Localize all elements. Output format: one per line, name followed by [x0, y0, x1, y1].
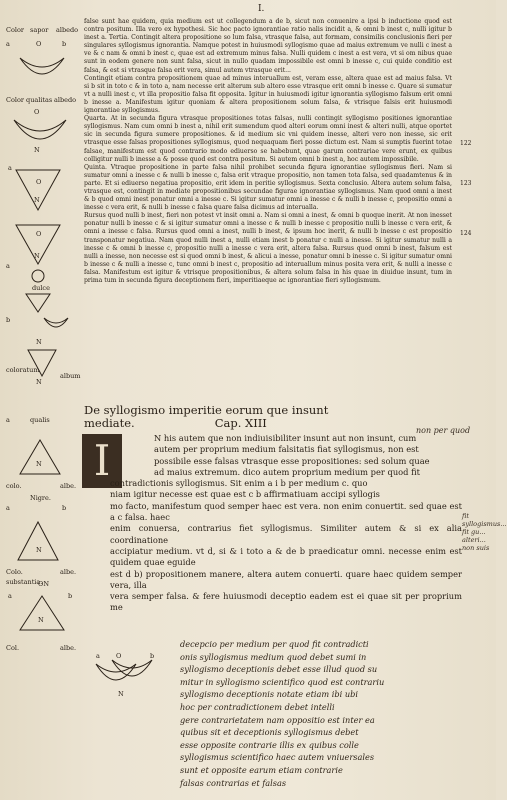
- page-number: I.: [258, 4, 265, 14]
- margin-diagrams: [0, 0, 90, 700]
- crescent-3: [44, 318, 68, 327]
- label-col: Col.: [6, 644, 20, 652]
- label-color-qualitas: Color qualitas: [6, 96, 53, 104]
- paragraph-1: false sunt hae quidem, quia medium est ut collegendum a de b, sicut non conuenire a ipsi b inductione quod est contra positum. Illa vero ex hypothesi. Sic hoc pacto ignorantiae ratio nalis incidit a, & omni b inest c, nulli igitur b inest a. Tertia. Contingit altera propositione so lum falsa, vtrasque falsa, aut formam, consimilis conclusionis fieri per singulares syllogismus ignorantia. Namque potest in huiusmodi syllogismo quae ad maius extremum ve nulli c inest a ve & c nam & omni b inest c, quae est ad extremum minus falsa. Nulli quidem c inest a est vera, vt si om nibus quae sunt in eodem genere non sunt falsa, sicut in nullo quadam impossibile est omni b inesse c, cui quide conditio est falsa, & est si vtrasque falsa erit vera, simul autem vtrasque erit...: [84, 18, 452, 74]
- label-a9: a: [8, 592, 12, 600]
- handwriting-line: syllogismo deceptionis debet esse illud quod su: [180, 664, 378, 675]
- section2-line: vera semper falsa. & fere huiusmodi deceptio eadem est ei quae sit per proprium me: [110, 591, 462, 613]
- label-n5: N: [36, 338, 42, 346]
- chapter-number: Cap. XIII: [214, 416, 267, 430]
- label-n2: N: [34, 146, 40, 154]
- main-text: [84, 18, 452, 285]
- label-o2: O: [34, 108, 40, 116]
- section2-text: [110, 433, 462, 614]
- handwritten-annotation: [180, 638, 480, 789]
- label-o1: O: [36, 40, 42, 48]
- label-n3: N: [34, 196, 40, 204]
- crescent-2: [14, 120, 66, 139]
- label-albedo: albedo: [56, 26, 79, 34]
- paragraph-4: Quinta. Vtraque propositione in parte falsa nihil prohibet secunda figura ignorantiae syllogismus fieri. Nam si sumatur omni a inesse c & nulli b inesse c, falsa erit vtraque propositio, non tamen tota falsa, sed quadamtenus & in parte. Et si ediuerso negatiua propositio, erit idem in peritie syllogismus. Sexta conclusio. Altera autem solum falsa, vtrasque est, contingit in mediate propositionibus secundae figurae ignorantiae syllogismus. Nam quod omni a inest & b quod omni inest ponatur omni a inesse c. Si igitur sumatur omni a inesse c & nulli b inesse c, propositio omni a inesse c vera erit, & nulli b inesse c falsa quare falsa dicimus ad interualla.: [84, 163, 452, 212]
- crescent-1: [20, 58, 64, 74]
- label-nigre: Nigre.: [30, 494, 51, 502]
- label-o3: O: [36, 178, 42, 186]
- handwriting-line: gere contrarietatem nam oppositio est inter ea: [180, 714, 375, 725]
- section2-line: niam igitur necesse est quae est c b affirmatiuam accipi syllogis: [110, 489, 380, 500]
- section2-line: autem per proprium medium falsitatis fiat syllogismus, non est: [154, 444, 419, 455]
- label-colo: colo.: [6, 482, 22, 490]
- margin-number-3: 124: [460, 230, 472, 237]
- margin-number-1: 122: [460, 140, 472, 147]
- handwriting-line: esse opposite contrarie illis ex quibus colle: [180, 739, 359, 750]
- triangle-1: [16, 170, 60, 210]
- label-albedo2: albedo: [54, 96, 77, 104]
- label-b9: b: [68, 592, 73, 600]
- chapter-title-line1: De syllogismo imperitie eorum que insunt: [84, 403, 329, 417]
- label-a7: a: [6, 416, 10, 424]
- label-albe3: albe.: [60, 644, 77, 652]
- triangle-3: [26, 294, 50, 312]
- label-b5: b: [6, 316, 11, 324]
- handwriting-line: hoc per contradictionem debet intelli: [180, 701, 335, 712]
- paragraph-3: Quarta. At in secunda figura vtrasque propositiones totas falsas, nulli contingit syllogismo positiones ignorantiae syllogismus. Nam cum omni b inest a, nihil erit sumendum quod alteri eorum omni inest & alteri nulli, atque oportet sic in secunda figura sumere propositiones. & id medium sic vni quidem inesse, alteri vero non inesse, sic erit vtrasque esse falsas propositiones syllogismus, quod nequaquam fieri posse dictum est. Nam si sumptis fuerint totae falsae, manifestum est quod contrario modo ediuerso se habebunt, quae garum contrariae vere erunt, ex quibus colligitur nulli b inesse a & posse quod est contra positum. Si autem omni b inest a, hoc autem impossibile.: [84, 115, 452, 163]
- section2-line: est d b) propositionem manere, altera autem conuerti. quare haec quidem semper vera, illa: [110, 568, 462, 590]
- label-b8: b: [62, 504, 67, 512]
- label-a8: a: [6, 504, 10, 512]
- label-b1: b: [62, 40, 67, 48]
- triangle-5: [20, 440, 60, 474]
- margin-number-2: 123: [460, 180, 472, 187]
- label-n8: N: [36, 546, 42, 554]
- handwriting-line: sunt et opposite earum etiam contrarie: [180, 764, 343, 775]
- section2-line: possibile esse falsas vtrasque esse propositiones: sed solum quae: [154, 455, 430, 466]
- decorated-initial: I: [82, 434, 122, 488]
- section2-line: contradictionis syllogismus. Sit enim a i b per medium c. quo: [110, 478, 368, 489]
- manuscript-note-right: fit syllogismus... fit gu... alteri... non suis: [462, 512, 507, 552]
- handwriting-line: quibus sit et deceptionis syllogismus debet: [180, 727, 359, 738]
- label-on: ON: [38, 580, 50, 588]
- section2-line: accipiatur medium. vt d, si & i toto a & de b praedicatur omni. necesse enim est quidem quae eguide: [110, 545, 462, 568]
- label-color: Color: [6, 26, 24, 34]
- crescent-5: [112, 660, 152, 676]
- triangle-6: [18, 522, 58, 560]
- label-coloratum: coloratum: [6, 366, 40, 374]
- section2-line: ad maius extremum. dico autem proprium medium per quod fit: [154, 466, 420, 477]
- label-a5: a: [6, 262, 10, 270]
- label-o10: O: [116, 652, 122, 660]
- label-album: album: [60, 372, 81, 380]
- handwriting-line: syllogismo deceptionis notate etiam ibi ubi: [180, 689, 358, 700]
- label-n7: N: [36, 460, 42, 468]
- section2-line: mo facto, manifestum quod semper haec est vera. non enim conuertit. sed quae est a c falsa. haec: [110, 500, 462, 523]
- handwriting-line: mitur in syllogismo scientifico quod est contrariu: [180, 676, 385, 687]
- label-substantia: substantia.: [6, 578, 43, 586]
- label-n6: N: [36, 378, 42, 386]
- chapter-heading: [84, 404, 464, 430]
- handwriting-line: onis syllogismus medium quod debet sumi in: [180, 651, 367, 662]
- label-colo2: Colo.: [6, 568, 23, 576]
- paragraph-5: Rursus quod nulli b inest, fieri non potest vt insit omni a. Nam si omni a inest, & omni b quoque inerit. At non inesset ponatur nulli b inesse c & si igitur sumatur omni a inesse c & nulli b inesse c propositio nulli b inesse c vera erit, & omni a inesse c falsa. Rursus quod omni a inest, nulli b inest, & ipsum hoc inerit, & nulli b inesse c est propositio transponatur negatiua. Nam quod nulli inest a, nulli etiam inest b ponatur c nulli a inesse. Si igitur sumatur nulli a inesse c & omni b inesse c, propositio nulli a inesse c vera erit, altera falsa. Rursus quod omni b inest, falsum est nulli a inesse, non necesse est si quod omni b inest, & alicui a inesse, ponatur omni b inesse c. Si igitur sumatur omni b inesse c & nulli a inesse c, tunc omni b inest c, propositio ad interuallum minus posita vera erit, & nulli a inesse c falsa. Manifestum est igitur & vtrisque propositionibus, & altera solum falsa in his quae in diuidue insunt, tum in prima tum in secunda figura deceptionem fieri, imperitiaeque ac ignorantiae fieri syllogismum.: [84, 212, 452, 284]
- label-albe2: albe.: [60, 568, 77, 576]
- label-a3: a: [8, 164, 12, 172]
- handwriting-line: falsas contrarias et falsas: [180, 777, 287, 788]
- label-n10: N: [118, 690, 124, 698]
- chapter-title-line2: mediate.: [84, 416, 135, 430]
- paragraph-2: Contingit etiam contra propositionem quae ad minus interuallum est, veram esse, altera quae est ad maius falsa. Vt si b sit in toto c & in toto a, nam necesse erit alterum sub altero esse vtrasque erit omni b inesse c. Quare si sumatur vt a nulli inest c, vt illa propositio falsa fit opposita. Igitur in huiusmodi igitur ignorantia syllogismo falsum erit omni b inesse a. Manifestum igitur quoniam & altera propositionem solum falsa, & vtrisque falsis erit huiusmodi ignorantiae syllogismus.: [84, 74, 452, 115]
- label-albe: albe.: [60, 482, 77, 490]
- label-qualis: qualis: [30, 416, 50, 424]
- label-n4: N: [34, 252, 40, 260]
- section2-line: enim conuersa, contrarius fiet syllogismus. Similiter autem & si ex alia coordinatione: [110, 523, 462, 545]
- section2-line: N his autem que non indiuisibiliter insunt aut non insunt, cum: [154, 433, 417, 443]
- label-a10: a: [96, 652, 100, 660]
- label-dulce: dulce: [32, 284, 50, 292]
- label-b10: b: [150, 652, 155, 660]
- circle-1: [32, 270, 44, 282]
- label-a1: a: [6, 40, 10, 48]
- label-o4: O: [36, 230, 42, 238]
- label-sapor: sapor: [30, 26, 49, 34]
- handwriting-line: decepcio per medium per quod fit contradicti: [180, 639, 369, 649]
- handwriting-line: syllogismus scientifico haec autem vniuersales: [180, 752, 375, 763]
- manuscript-note-top: non per quod: [416, 426, 471, 435]
- triangle-7: [20, 596, 64, 630]
- label-n9: N: [38, 616, 44, 624]
